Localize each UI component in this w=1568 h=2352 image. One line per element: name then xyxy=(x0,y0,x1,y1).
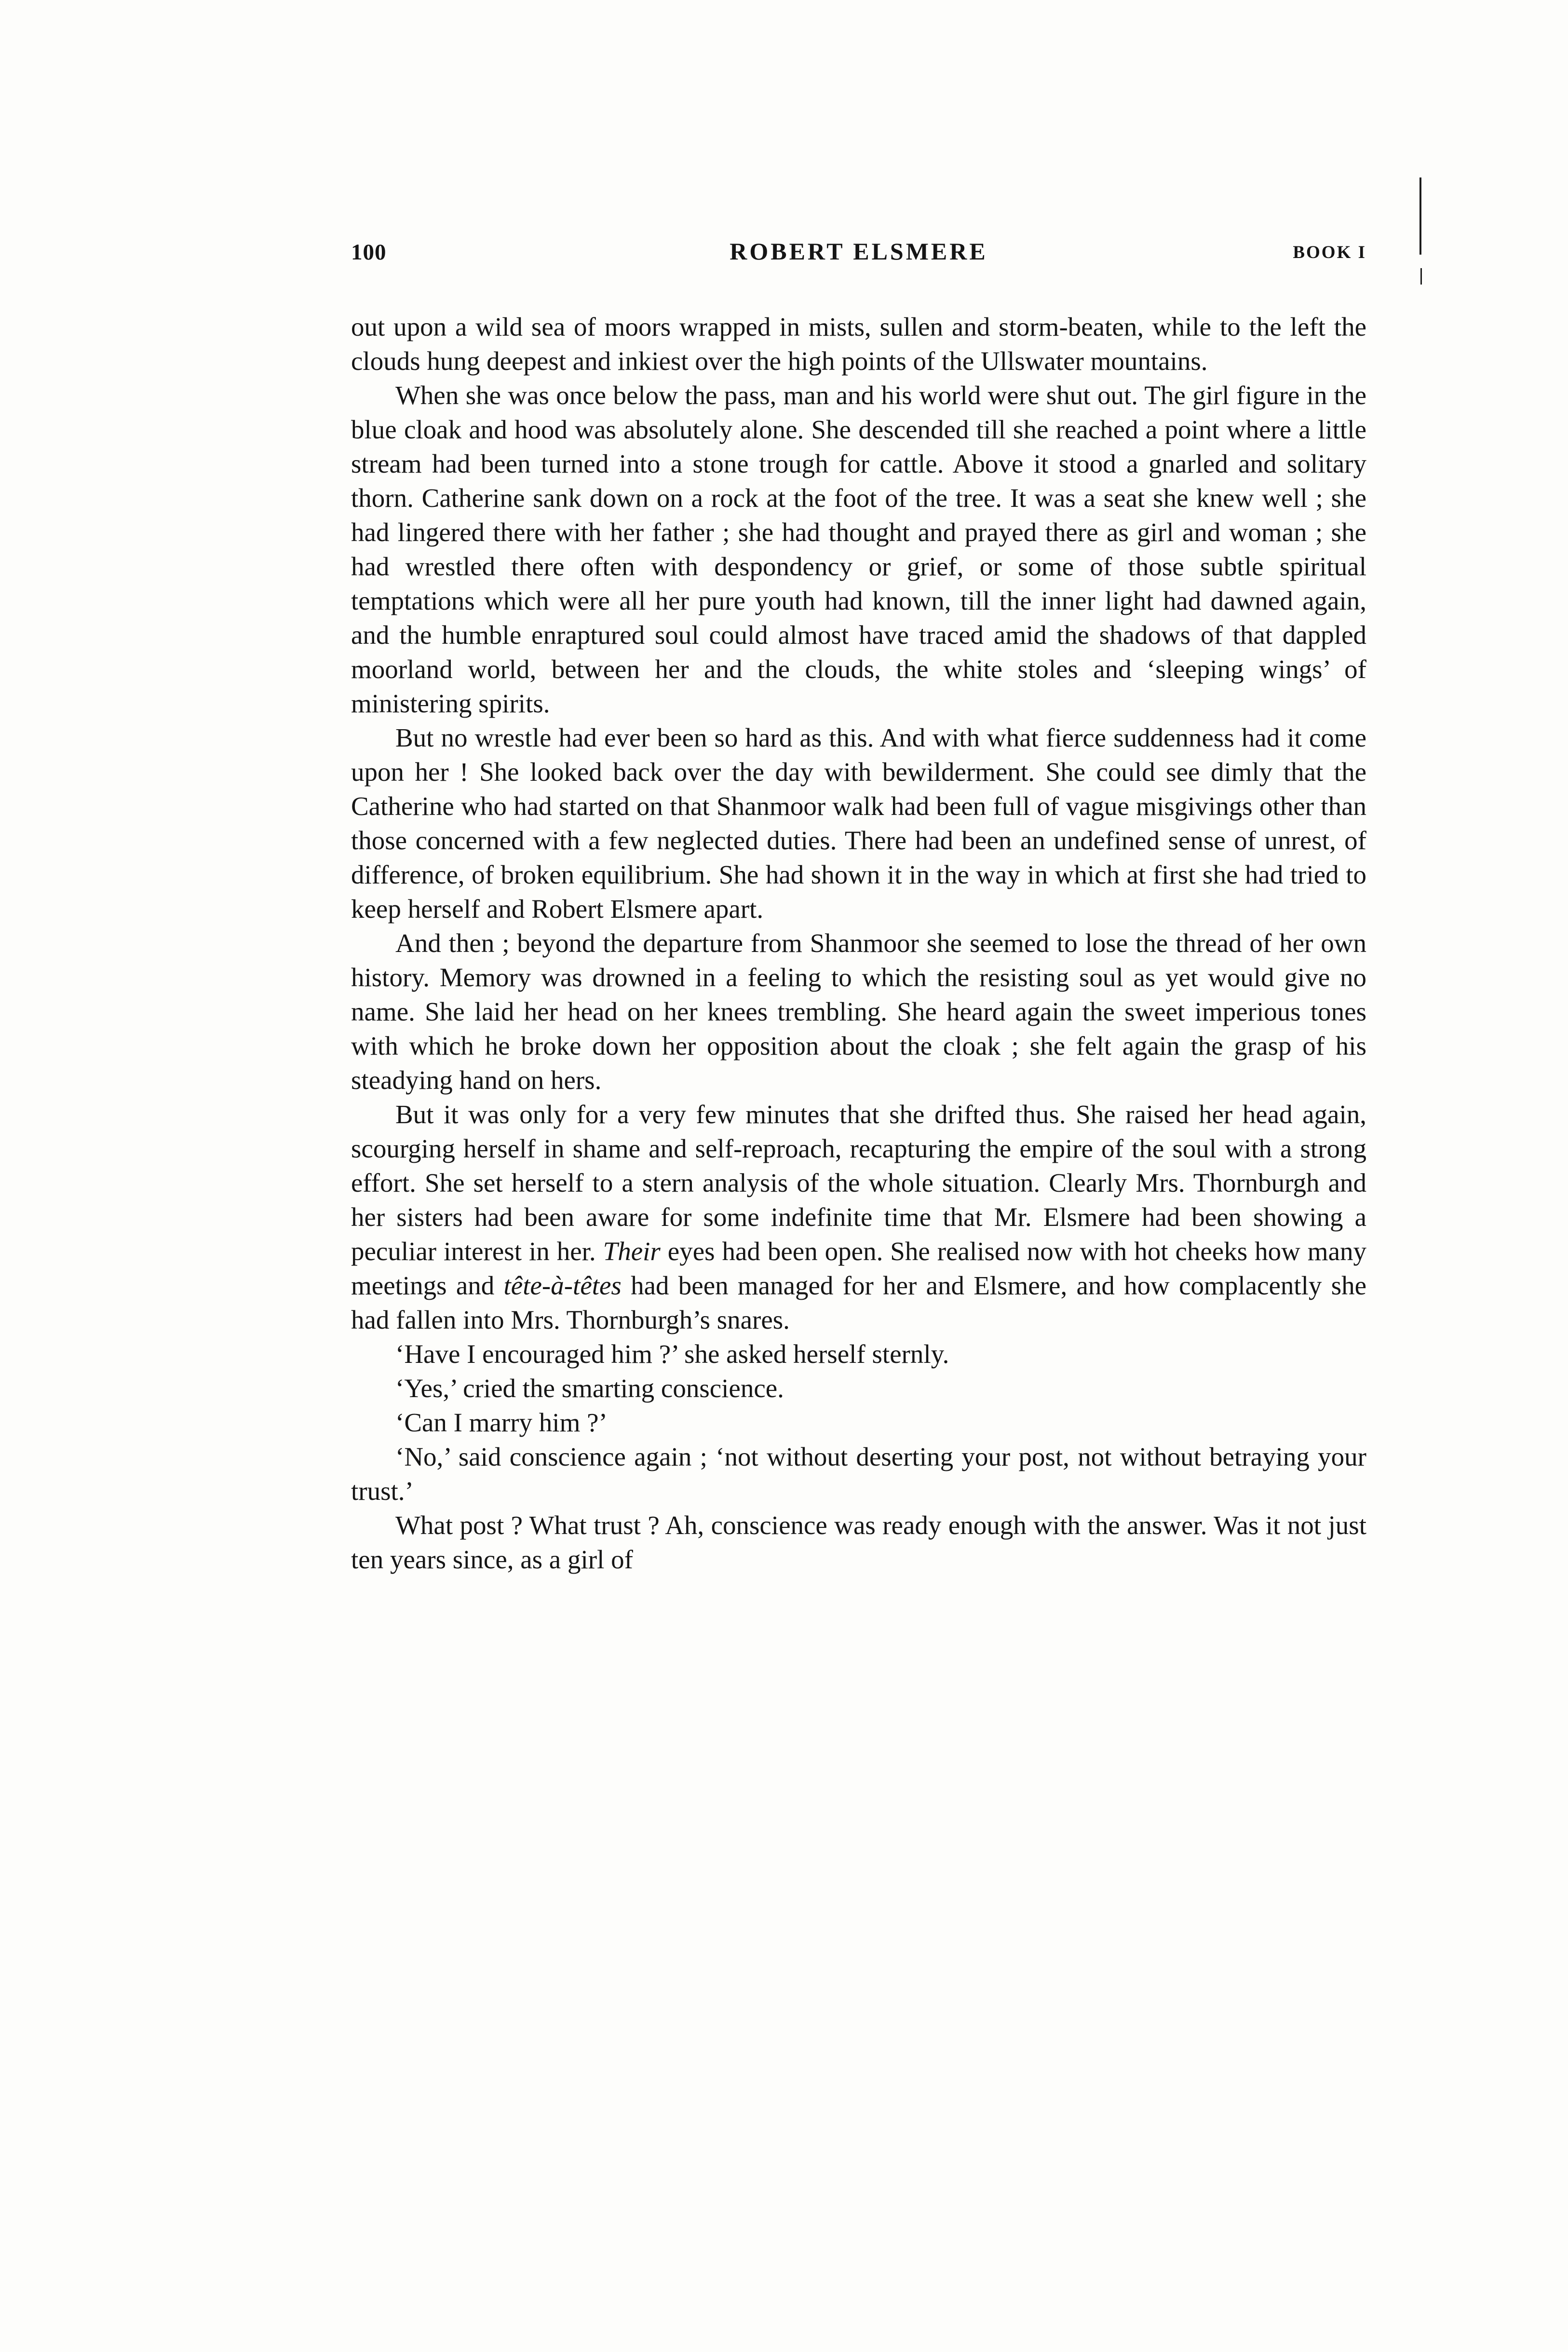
scan-artifact-line xyxy=(1419,177,1421,255)
paragraph-continuation: out upon a wild sea of moors wrapped in mists, sullen and storm-beaten, while to the left the clouds hung deepest and inkiest over the high points of the Ullswater mountains. xyxy=(351,312,1366,376)
paragraph: What post ? What trust ? Ah, conscience was ready enough with the answer. Was it not just ten years since, as a girl of xyxy=(351,1510,1366,1574)
paragraph-segment: eyes had been open. She realised now with hot cheeks how many meetings and xyxy=(351,1237,1366,1300)
paragraph xyxy=(351,1097,1366,1337)
paragraph-segment-italic: tête-à-têtes xyxy=(503,1271,622,1300)
paragraph: But no wrestle had ever been so hard as this. And with what fierce suddenness had it come upon her ! She looked back over the day with bewilderment. She could see dimly that the Catherine who had started on that Shanmoor walk had been full of vague misgivings other than those concerned with a few neglected duties. There had been an undefined sense of unrest, of difference, of broken equilibrium. She had shown it in the way in which at first she had tried to keep herself and Robert Elsmere apart. xyxy=(351,723,1366,924)
book-label: BOOK I xyxy=(1293,243,1366,262)
paragraph-segment: had been managed for her and Elsmere, and how complacently she had fallen into Mrs. Thornburgh’s snares. xyxy=(351,1271,1367,1334)
page-number: 100 xyxy=(351,240,387,265)
paragraph: When she was once below the pass, man and his world were shut out. The girl figure in the blue cloak and hood was absolutely alone. She descended till she reached a point where a little stream had been turned into a stone trough for cattle. Above it stood a gnarled and solitary thorn. Catherine sank down on a rock at the foot of the tree. It was a seat she knew well ; she had lingered there with her father ; she had thought and prayed there as girl and woman ; she had wrestled there often with despondency or grief, or some of those subtle spiritual temptations which were all her pure youth had known, till the inner light had dawned again, and the humble enraptured soul could almost have traced amid the shadows of that dappled moorland world, between her and the clouds, the white stoles and ‘sleeping wings’ of ministering spirits. xyxy=(351,381,1366,718)
paragraph-segment: But it was only for a very few minutes that she drifted thus. She raised her head again, scourging herself in shame and self-reproach, recapturing the empire of the soul with a strong effort. She set herself to a stern analysis of the whole situation. Clearly Mrs. Thornburgh and her sisters had been aware for some indefinite time that Mr. Elsmere had been showing a peculiar interest in her. xyxy=(351,1100,1366,1266)
paragraph-dialogue: ‘No,’ said conscience again ; ‘not without deserting your post, not without betraying your trust.’ xyxy=(351,1442,1366,1506)
body-text xyxy=(351,310,1366,1577)
paragraph-dialogue: ‘Yes,’ cried the smarting conscience. xyxy=(395,1373,784,1403)
scan-artifact-dash xyxy=(1420,268,1422,285)
paragraph-segment-italic: Their xyxy=(603,1237,661,1266)
paragraph: And then ; beyond the departure from Shanmoor she seemed to lose the thread of her own history. Memory was drowned in a feeling to which the resisting soul as yet would give no name. She laid her head on her knees trembling. She heard again the sweet imperious tones with which he broke down her opposition about the cloak ; she felt again the grasp of his steadying hand on hers. xyxy=(351,928,1366,1095)
paragraph-dialogue: ‘Can I marry him ?’ xyxy=(395,1408,608,1437)
page-header xyxy=(351,237,1366,271)
running-title: ROBERT ELSMERE xyxy=(730,238,988,265)
paragraph-dialogue: ‘Have I encouraged him ?’ she asked herself sternly. xyxy=(395,1339,949,1369)
